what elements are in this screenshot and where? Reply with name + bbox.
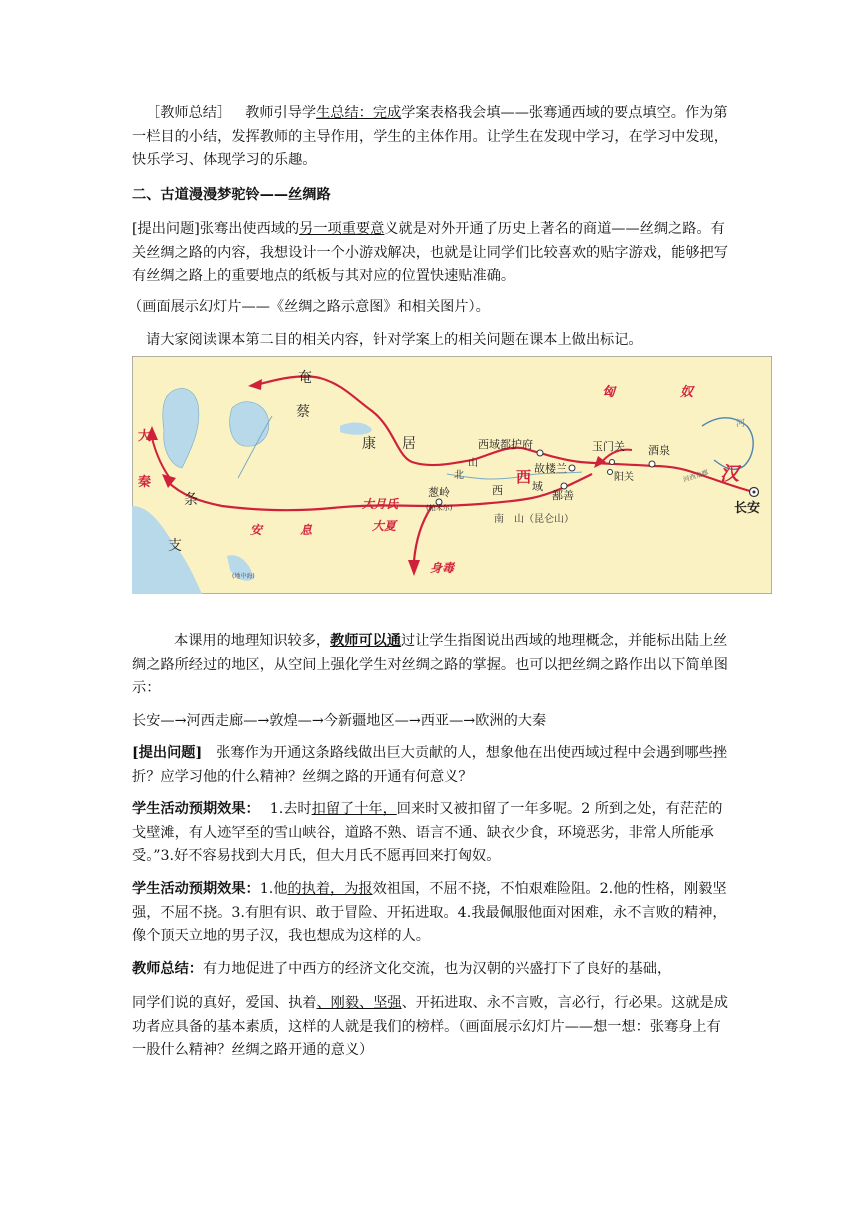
label-tiao: 条 (184, 492, 198, 508)
label-an: 安 (250, 523, 263, 537)
teacher-summary-paragraph (132, 102, 734, 173)
teacher-summary-2 (132, 958, 734, 982)
label-congling: 葱岭 (428, 486, 450, 499)
label-dizhonghai: (地中海) (232, 573, 255, 580)
teacher-summary-text-2: 学案表格我会填——张骞通西域的要点填空。作为第一栏目的小结，发挥教师的主导作用，学生的主体作用。让学生在发现中学习，在学习中发现，快乐学习、体现学习的乐趣。 (132, 105, 728, 168)
teacher-summary-2-label: 教师总结： (132, 961, 203, 977)
label-xiyu-duhufu: 西域都护府 (478, 438, 533, 451)
label-congling-sub: (帕米尔) (426, 504, 453, 512)
student-effect-text-1b: 回来时又被扣留了一年多呢。2 所到之处，有茫茫的戈壁滩，有人迹罕至的雪山峡谷，道路不熟、语言不通、缺衣少食，环境恶劣，非常人所能承受。”3.好不容易找到大月氏，但大月氏不愿再回来打匈奴。 (132, 801, 723, 864)
closing-text-1: 同学们说的真好，爱国、执着 (132, 995, 317, 1011)
closing-underline: 、刚毅、坚强 (316, 995, 402, 1011)
xiyu-duhufu-marker (537, 450, 543, 456)
label-bei: 北 (454, 470, 464, 481)
student-effect-paragraph-1 (132, 798, 734, 869)
student-effect-text-2a: 1.他 (259, 881, 288, 897)
closing-text-2: 、开拓进取、永不言败，言必行，行必果。这就是成功者应具备的基本素质，这样的人就是我们的榜样。（画面展示幻灯片——想一想：张骞身上有一股什么精神？丝绸之路开通的意义） (132, 995, 728, 1058)
label-xiongnu-1: 匈 (602, 385, 616, 400)
label-ju: 居 (402, 436, 416, 452)
yumenguan-marker (610, 460, 615, 465)
label-zhi: 支 (168, 538, 182, 554)
label-loulan: 故楼兰 (534, 462, 567, 475)
label-cai: 蔡 (296, 404, 310, 420)
teacher-summary-2-text: 有力地促进了中西方的经济文化交流，也为汉朝的兴盛打下了良好的基础， (202, 961, 672, 977)
label-xi2: 西 (492, 484, 503, 497)
label-hexi: 河西走廊 (682, 468, 710, 484)
label-yangguan: 阳关 (614, 472, 634, 483)
question-text-1a: 张骞出使西域的 (199, 221, 300, 237)
loulan-marker (569, 465, 575, 471)
teacher-summary-underline: 生总结：完成 (316, 105, 402, 121)
student-effect-label-2: 学生活动预期效果： (132, 881, 260, 897)
question-paragraph-2 (132, 742, 734, 789)
student-effect-underline-2: 的执着，为报 (287, 881, 373, 897)
question-underline-1: 另一项重要意 (299, 221, 385, 237)
jiuquan-marker (649, 461, 655, 467)
question-label-1: [提出问题] (132, 221, 200, 237)
reading-instruction-text: 请大家阅读课本第二目的相关内容，针对学案上的相关问题在课本上做出标记。 (146, 332, 643, 348)
student-effect-text-1a: 1.去时 (269, 801, 312, 817)
label-daxia: 大夏 (372, 519, 397, 533)
label-qin: 秦 (138, 475, 152, 490)
geography-underline: 教师可以通 (330, 633, 402, 649)
question-paragraph-1 (132, 218, 734, 289)
label-he: 河 (736, 419, 746, 429)
aral-sea (230, 402, 269, 447)
question-text-1b: 义就是对外开通了历史上著名的商道——丝绸之路。有关丝绸之路的内容，我想设计一个小游戏解决，也就是让同学们比较喜欢的贴字游戏，能够把写有丝绸之路上的重要地点的纸板与其对应的位置快速贴准确。 (132, 221, 728, 284)
section-heading-silk-road: 二、古道漫漫梦驼铃——丝绸路 (132, 187, 331, 203)
label-yan: 奄 (298, 370, 312, 386)
geography-text-1: 本课用的地理知识较多， (174, 633, 331, 649)
label-han: 汉 (720, 463, 740, 485)
label-shendu: 身毒 (430, 561, 455, 575)
label-yumenguan: 玉门关 (592, 440, 625, 453)
label-changan: 长安 (734, 501, 761, 516)
teacher-summary-text-1: 教师引导学 (245, 105, 317, 121)
teacher-summary-label: ［教师总结］ (146, 105, 232, 121)
changan-marker-dot (753, 491, 756, 494)
route-sequence: 长安—→河西走廊—→敦煌—→今新疆地区—→西亚—→欧洲的大秦 (132, 713, 547, 729)
label-da: 大 (138, 429, 152, 444)
student-effect-label-1: 学生活动预期效果： (132, 801, 260, 817)
slide-note: （画面展示幻灯片——《丝绸之路示意图》和相关图片）。 (128, 299, 490, 315)
label-kang: 康 (362, 436, 376, 452)
geography-paragraph (132, 630, 734, 701)
student-effect-paragraph-2 (132, 878, 734, 949)
yangguan-marker (608, 470, 613, 475)
label-jiuquan: 酒泉 (648, 444, 670, 457)
closing-paragraph (132, 992, 734, 1063)
label-nanshan: 南 山（昆仑山） (494, 514, 574, 525)
label-xi-red: 西 (516, 468, 532, 486)
label-shanshan: 鄯善 (552, 489, 574, 502)
label-xi: 息 (300, 523, 313, 537)
question-label-2: [提出问题] (132, 745, 203, 761)
geography-text-2: 过让学生指图说出西域的地理概念，并能标出陆上丝绸之路所经过的地区，从空间上强化学生对丝绸之路的掌握。也可以把丝绸之路作出以下简单图示： (132, 633, 728, 696)
student-effect-underline-1: 扣留了十年， (311, 801, 397, 817)
question-text-2: 张骞作为开通这条路线做出巨大贡献的人，想象他在出使西域过程中会遇到哪些挫折？应学习他的什么精神？丝绸之路的开通有何意义？ (132, 745, 727, 785)
reading-instruction (132, 329, 734, 353)
student-effect-text-2b: 效祖国，不屈不挠，不怕艰难险阻。2.他的性格，刚毅坚强，不屈不挠。3.有胆有识、敢于冒险、开拓进取。4.我最佩服他面对困难，永不言败的精神，像个顶天立地的男子汉，我也想成为这样的人。 (132, 881, 727, 944)
label-xiongnu-2: 奴 (680, 385, 694, 400)
label-yu: 域 (532, 480, 543, 493)
label-dayuezhi: 大月氏 (362, 497, 399, 511)
label-shan: 山 (468, 458, 478, 469)
silk-road-map (132, 356, 772, 594)
